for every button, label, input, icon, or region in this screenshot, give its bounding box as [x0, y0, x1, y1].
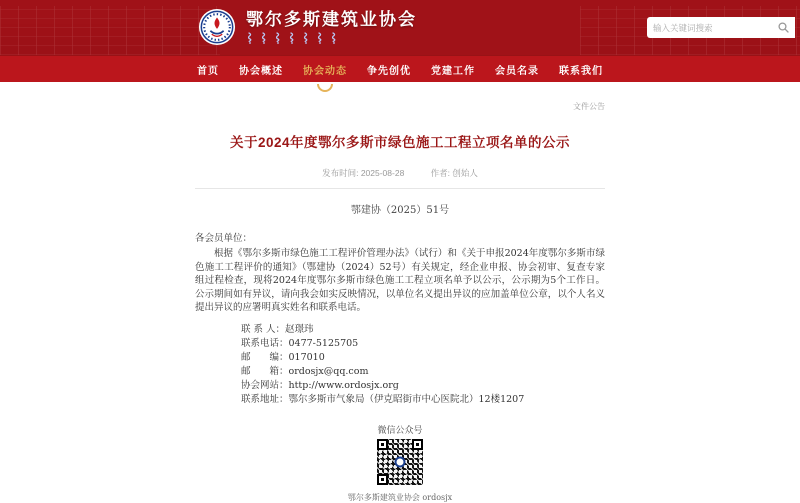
divider: [195, 188, 605, 189]
contact-block: [241, 323, 605, 407]
search-icon: [778, 22, 789, 33]
wechat-qr-code: [377, 439, 423, 485]
postal-code-line: 邮 编：017010: [241, 351, 325, 363]
mongolian-script-decoration: [246, 32, 396, 44]
search-input[interactable]: [647, 23, 771, 33]
nav-item-member-directory[interactable]: 会员名录: [495, 65, 539, 77]
main-nav: [0, 55, 800, 82]
search-button[interactable]: [771, 17, 795, 38]
contact-person-line: 联 系 人：赵璟玮: [241, 323, 314, 335]
association-logo-icon: [198, 8, 236, 46]
breadcrumb-category-link[interactable]: 文件公告: [573, 102, 605, 111]
qr-finder-pattern: [412, 439, 423, 450]
nav-item-contact-us[interactable]: 联系我们: [559, 65, 603, 77]
address-line: 联系地址：鄂尔多斯市气象局（伊克昭街市中心医院北）12楼1207: [241, 393, 525, 405]
nav-item-party-building[interactable]: 党建工作: [431, 65, 475, 77]
building-silhouette-decoration: [0, 6, 220, 55]
article-page: [195, 82, 605, 503]
nav-item-home[interactable]: 首页: [197, 65, 219, 77]
qr-finder-pattern: [377, 474, 388, 485]
article-meta: [195, 167, 605, 179]
footer-text: 鄂尔多斯建筑业协会 ordosjx: [347, 492, 453, 502]
document-number: 鄂建协（2025）51号: [350, 205, 450, 216]
nav-item-striving-excellence[interactable]: 争先创优: [367, 65, 411, 77]
nav-item-association-news[interactable]: 协会动态: [301, 56, 349, 83]
author: 作者: 创始人: [430, 168, 478, 178]
site-header: [0, 0, 800, 55]
website-line: 协会网站：http://www.ordosjx.org: [241, 379, 399, 391]
contact-phone-line: 联系电话：0477-5125705: [241, 337, 359, 349]
salutation: 各会员单位：: [195, 233, 253, 244]
brand-block: [198, 8, 417, 46]
qr-finder-pattern: [377, 439, 388, 450]
wechat-account-label: 微信公众号: [377, 425, 423, 436]
org-name: 鄂尔多斯建筑业协会: [246, 10, 417, 29]
email-line: 邮 箱：ordosjx@qq.com: [241, 365, 369, 377]
breadcrumb: [195, 82, 605, 113]
article-body-paragraph: 根据《鄂尔多斯市绿色施工工程评价管理办法》（试行）和《关于申报2024年度鄂尔多斯市绿色施工工程评价的通知》（鄂建协（2024）52号）有关规定，经企业申报、协会初审、复查专家组过程检查，现将2024年度鄂尔多斯市绿色施工工程立项名单予以公示，公示期为5个工作日。公示期间如有异议，请向我会如实反映情况，以单位名义提出异议的应加盖单位公章，以个人名义提出异议的应署明真实姓名和联系电话。: [195, 248, 605, 313]
nav-item-association-overview[interactable]: 协会概述: [239, 65, 283, 77]
article-title: 关于2024年度鄂尔多斯市绿色施工工程立项名单的公示: [229, 135, 571, 150]
search-box: [647, 17, 795, 38]
publish-time: 发布时间: 2025-08-28: [322, 168, 405, 178]
qr-center-logo: [395, 456, 406, 467]
